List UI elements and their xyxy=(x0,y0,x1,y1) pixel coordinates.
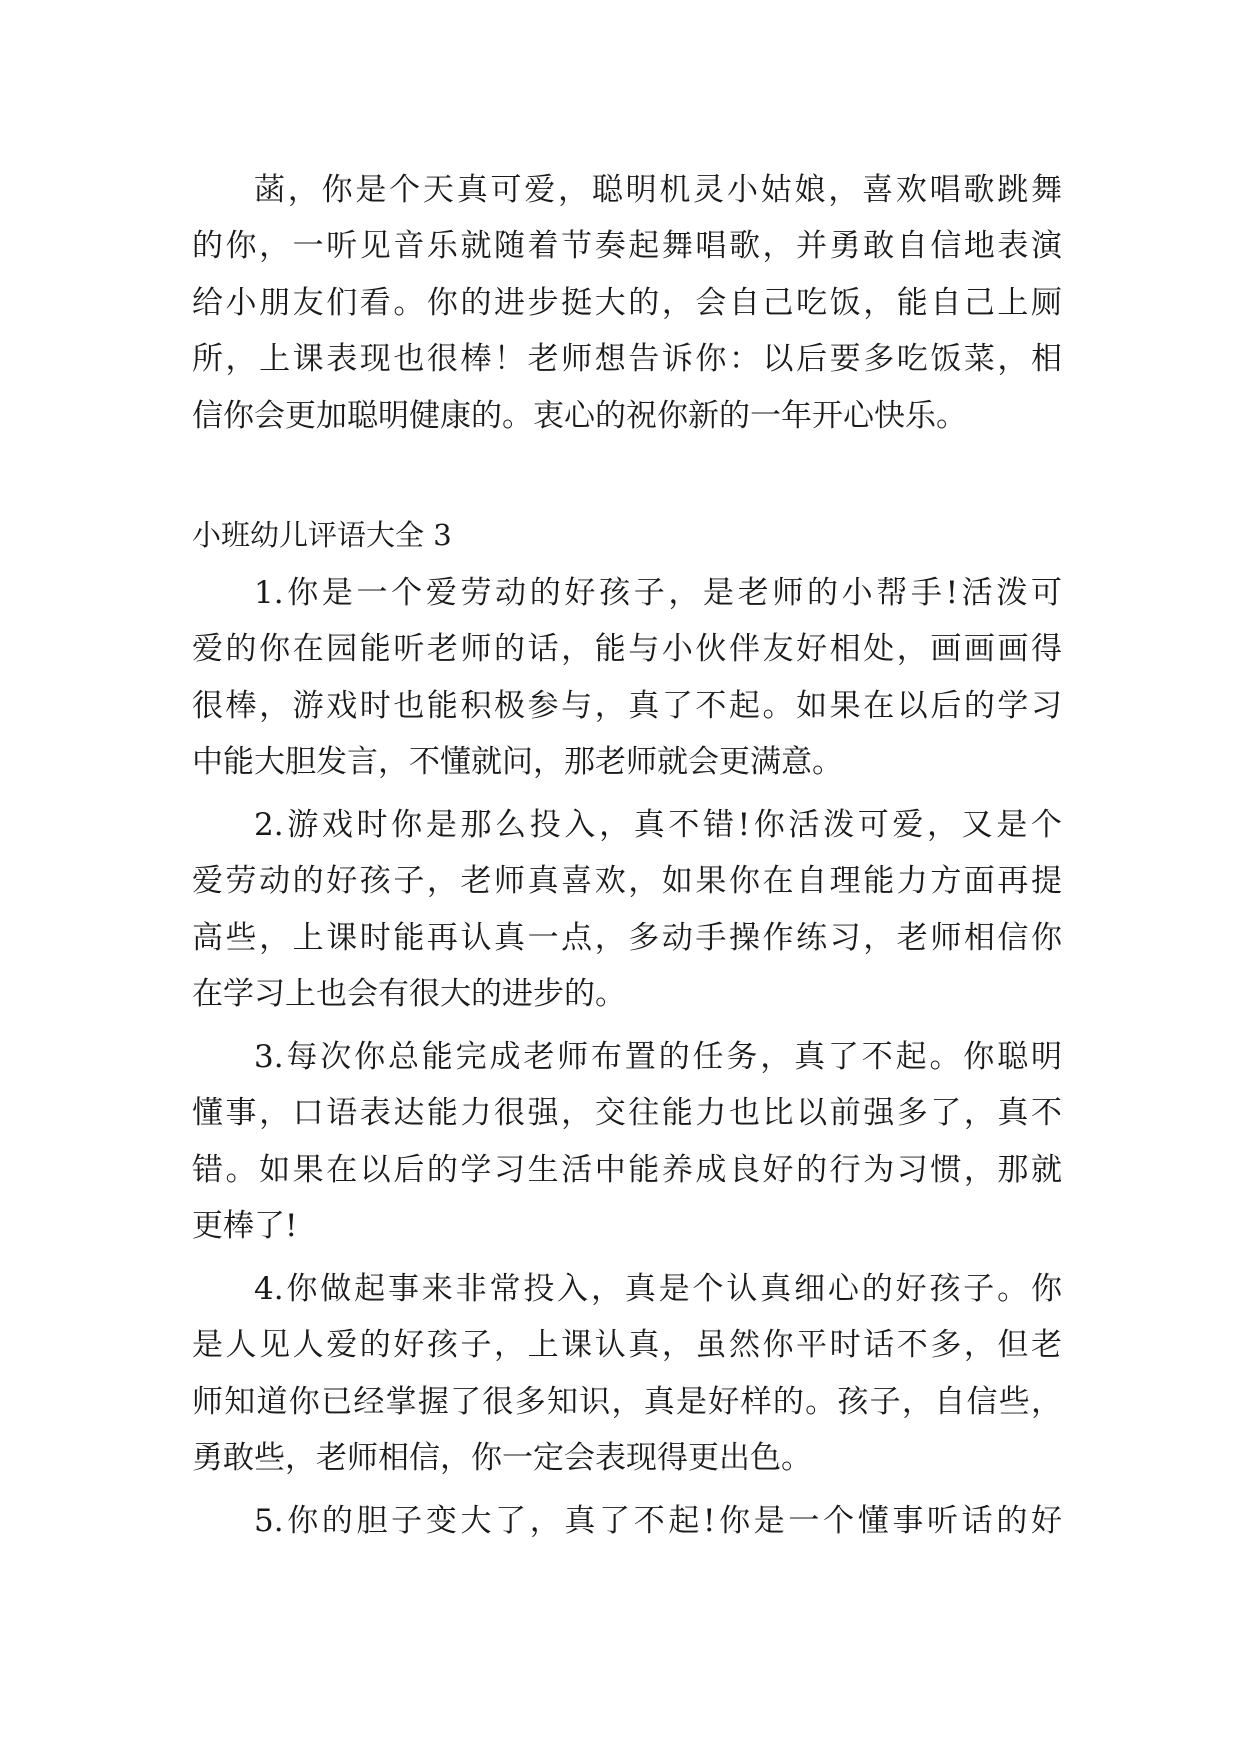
item-2-line-2: 爱劳动的好孩子，老师真喜欢，如果你在自理能力方面再提 xyxy=(192,863,1062,899)
item-5-line-1: 5.你的胆子变大了，真了不起!你是一个懂事听话的好 xyxy=(254,1503,1062,1539)
item-3-line-3: 错。如果在以后的学习生活中能养成良好的行为习惯，那就 xyxy=(192,1152,1062,1188)
item-2-line-4: 在学习上也会有很大的进步的。 xyxy=(192,976,626,1012)
intro-line-1: 菡，你是个天真可爱，聪明机灵小姑娘，喜欢唱歌跳舞 xyxy=(254,172,1062,208)
section-title: 小班幼儿评语大全 3 xyxy=(192,518,452,552)
item-1-line-1: 1.你是一个爱劳动的好孩子，是老师的小帮手!活泼可 xyxy=(254,575,1062,611)
item-4-line-3: 师知道你已经掌握了很多知识，真是好样的。孩子，自信些， xyxy=(192,1384,1062,1420)
item-2-line-3: 高些，上课时能再认真一点，多动手操作练习，老师相信你 xyxy=(192,920,1062,956)
item-1-line-2: 爱的你在园能听老师的话，能与小伙伴友好相处，画画画得 xyxy=(192,631,1062,667)
item-1-line-3: 很棒，游戏时也能积极参与，真了不起。如果在以后的学习 xyxy=(192,688,1062,724)
intro-line-5: 信你会更加聪明健康的。衷心的祝你新的一年开心快乐。 xyxy=(192,398,967,434)
item-3-line-2: 懂事，口语表达能力很强，交往能力也比以前强多了，真不 xyxy=(192,1095,1062,1131)
item-4-line-1: 4.你做起事来非常投入，真是个认真细心的好孩子。你 xyxy=(254,1271,1062,1307)
intro-line-3: 给小朋友们看。你的进步挺大的，会自己吃饭，能自己上厕 xyxy=(192,285,1062,321)
item-3-line-4: 更棒了! xyxy=(192,1208,298,1244)
intro-line-4: 所，上课表现也很棒！老师想告诉你：以后要多吃饭菜，相 xyxy=(192,341,1062,377)
item-3-line-1: 3.每次你总能完成老师布置的任务，真了不起。你聪明 xyxy=(254,1039,1062,1075)
item-1-line-4: 中能大胆发言，不懂就问，那老师就会更满意。 xyxy=(192,744,843,780)
intro-line-2: 的你，一听见音乐就随着节奏起舞唱歌，并勇敢自信地表演 xyxy=(192,228,1062,264)
item-4-line-2: 是人见人爱的好孩子，上课认真，虽然你平时话不多，但老 xyxy=(192,1327,1062,1363)
item-2-line-1: 2.游戏时你是那么投入，真不错!你活泼可爱，又是个 xyxy=(254,807,1062,843)
item-4-line-4: 勇敢些，老师相信，你一定会表现得更出色。 xyxy=(192,1440,812,1476)
